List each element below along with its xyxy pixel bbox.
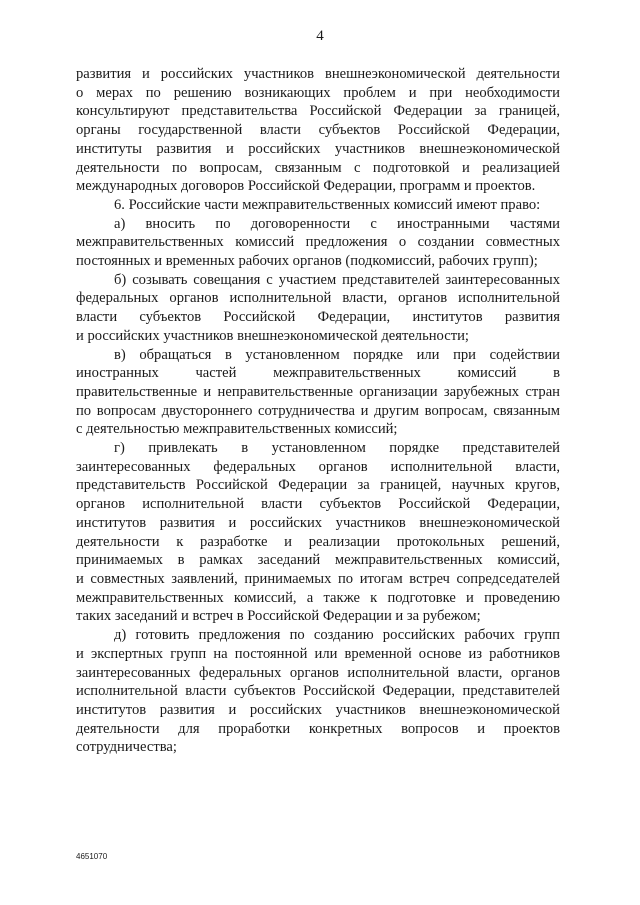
- text-line: сотрудничества;: [76, 739, 177, 756]
- text-line: межправительственных комиссий предложения о создании совместных: [76, 234, 560, 251]
- text-line: таких заседаний и встреч в Российской Федерации и за рубежом;: [76, 608, 481, 625]
- text-line: о мерах по решению возникающих проблем и при необходимости: [76, 84, 560, 101]
- text-line: 6. Российские части межправительственных комиссий имеют право:: [114, 196, 541, 213]
- text-line: г) привлекать в установленном порядке представителей: [114, 440, 560, 457]
- document-code: 4651070: [76, 852, 108, 861]
- text-line: заинтересованных федеральных органов исполнительной власти,: [76, 458, 560, 475]
- text-line: развития и российских участников внешнеэкономической деятельности: [76, 66, 560, 82]
- text-line: деятельности к разработке и реализации протокольных решений,: [76, 533, 560, 550]
- text-line: заинтересованных федеральных органов исполнительной власти, органов: [76, 664, 560, 681]
- text-line: межправительственных комиссий, а также к подготовке и проведению: [76, 589, 560, 606]
- text-line: институтов развития и российских участников внешнеэкономической: [76, 514, 560, 531]
- text-line: правительственные и неправительственные организации зарубежных стран: [76, 383, 560, 400]
- text-line: по вопросам двустороннего сотрудничества и другим вопросам, связанным: [76, 402, 560, 419]
- text-line: постоянных и временных рабочих органов (подкомиссий, рабочих групп);: [76, 253, 538, 270]
- text-line: д) готовить предложения по созданию российских рабочих групп: [114, 627, 560, 644]
- text-line: консультируют представительства Российской Федерации за границей,: [76, 103, 560, 120]
- text-line: органов исполнительной власти субъектов Российской Федерации,: [76, 496, 560, 513]
- text-line: и экспертных групп на постоянной или временной основе из работников: [76, 645, 560, 662]
- document-body: [76, 65, 560, 757]
- text-line: принимаемых в рамках заседаний межправительственных комиссий,: [76, 552, 560, 569]
- text-line: в) обращаться в установленном порядке или при содействии: [114, 346, 560, 363]
- text-line: международных договоров Российской Федерации, программ и проектов.: [76, 178, 536, 195]
- text-line: институты развития и российских участников внешнеэкономической: [76, 140, 560, 157]
- text-line: федеральных органов исполнительной власти, органов исполнительной: [76, 290, 560, 307]
- page-number: 4: [316, 28, 324, 44]
- text-line: деятельности по вопросам, связанным с подготовкой и реализацией: [76, 159, 560, 176]
- text-line: иностранных частей межправительственных комиссий в: [76, 365, 560, 382]
- text-line: институтов развития и российских участников внешнеэкономической: [76, 701, 560, 718]
- text-line: а) вносить по договоренности с иностранными частями: [114, 215, 560, 232]
- text-line: б) созывать совещания с участием представителей заинтересованных: [114, 271, 560, 288]
- text-line: исполнительной власти субъектов Российской Федерации, представителей: [76, 683, 560, 700]
- text-line: органы государственной власти субъектов Российской Федерации,: [76, 122, 560, 139]
- text-line: с деятельностью межправительственных комиссий;: [76, 421, 398, 438]
- text-line: деятельности для проработки конкретных вопросов и проектов: [76, 720, 560, 737]
- text-line: власти субъектов Российской Федерации, институтов развития: [76, 309, 560, 326]
- text-line: представительств Российской Федерации за границей, научных кругов,: [76, 477, 560, 494]
- text-line: и российских участников внешнеэкономической деятельности;: [76, 327, 469, 344]
- text-line: и совместных заявлений, принимаемых по итогам встреч сопредседателей: [76, 570, 560, 587]
